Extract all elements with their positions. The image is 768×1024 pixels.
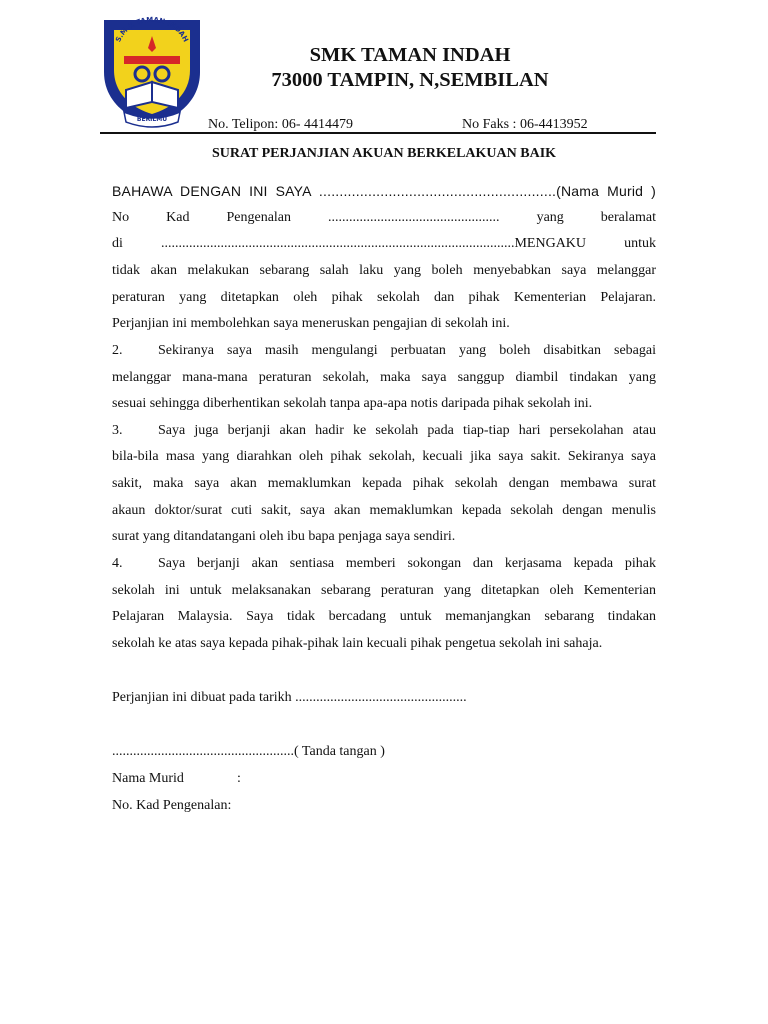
- body-line-text: Saya berjanji akan sentiasa memberi sokongan dan kerjasama kepada pihak: [158, 556, 656, 571]
- body-line: sakit, maka saya akan memaklumkan kepada pihak sekolah dengan membawa surat: [112, 476, 656, 491]
- body-line: bila-bila masa yang diarahkan oleh pihak sekolah, kecuali jika saya sakit. Sekiranya saya: [112, 449, 656, 464]
- paragraph-number: 4.: [112, 556, 123, 571]
- body-line: akaun doktor/surat cuti sakit, saya akan memaklumkan kepada sekolah dengan menulis: [112, 503, 656, 518]
- paragraph-3-first-line: [112, 421, 656, 448]
- paragraph-number: 2.: [112, 343, 123, 358]
- school-town: 73000 TAMPIN, N,SEMBILAN: [271, 69, 549, 91]
- ic-number-label: No. Kad Pengenalan:: [112, 798, 232, 813]
- school-name: SMK TAMAN INDAH: [309, 44, 511, 66]
- crest-motto: BERILMU: [136, 116, 168, 123]
- student-name-label: Nama Murid: [112, 771, 184, 786]
- paragraph-4-first-line: [112, 554, 656, 581]
- body-line-text: Sekiranya saya masih mengulangi perbuatan yang boleh disabitkan sebagai: [158, 343, 656, 358]
- body-line: sekolah ini untuk melaksanakan sebarang peraturan yang ditetapkan oleh Kementerian: [112, 583, 656, 598]
- student-name-row: [112, 769, 656, 796]
- school-crest-logo: [98, 12, 206, 128]
- body-line: di .....................................................................................................MENGAKU untuk: [112, 236, 656, 251]
- letter-title: SURAT PERJANJIAN AKUAN BERKELAKUAN BAIK: [211, 146, 557, 161]
- body-line: sesuai sehingga diberhentikan sekolah tanpa apa-apa notis daripada pihak sekolah ini.: [112, 396, 593, 411]
- body-line-text: Saya juga berjanji akan hadir ke sekolah pada tiap-tiap hari persekolahan atau: [158, 423, 656, 438]
- body-line: tidak akan melakukan sebarang salah laku yang boleh menyebabkan saya melanggar: [112, 263, 656, 278]
- body-line: surat yang ditandatangani oleh ibu bapa penjaga saya sendiri.: [112, 529, 456, 544]
- body-line: melanggar mana-mana peraturan sekolah, maka saya sanggup diambil tindakan yang: [112, 370, 656, 385]
- telephone-number: No. Telipon: 06- 4414479: [208, 117, 353, 132]
- contact-row: [100, 112, 660, 132]
- body-line: peraturan yang ditetapkan oleh pihak sekolah dan pihak Kementerian Pelajaran.: [112, 290, 656, 305]
- paragraph-2-first-line: [112, 341, 656, 368]
- paragraph-number: 3.: [112, 423, 123, 438]
- crest-red-band: [124, 56, 180, 64]
- body-line: BAHAWA DENGAN INI SAYA ..........................................................(Nama Murid ): [112, 183, 656, 199]
- student-name-colon: :: [237, 771, 241, 786]
- body-line: sekolah ke atas saya kepada pihak-pihak lain kecuali pihak pengetua sekolah ini sahaja.: [112, 636, 603, 651]
- signature-line: ....................................................( Tanda tangan ): [112, 744, 385, 759]
- body-line: Pelajaran Malaysia. Saya tidak bercadang untuk memanjangkan sebarang tindakan: [112, 609, 656, 624]
- body-line: No Kad Pengenalan ................................................. yang beralamat: [112, 210, 656, 225]
- agreement-date-line: Perjanjian ini dibuat pada tarikh .................................................: [112, 690, 467, 705]
- header-divider: [100, 132, 656, 134]
- body-line: Perjanjian ini membolehkan saya meneruskan pengajian di sekolah ini.: [112, 316, 510, 331]
- crest-top-text: S.M.K TAMAN INDAH: [114, 15, 190, 44]
- fax-number: No Faks : 06-4413952: [462, 117, 588, 132]
